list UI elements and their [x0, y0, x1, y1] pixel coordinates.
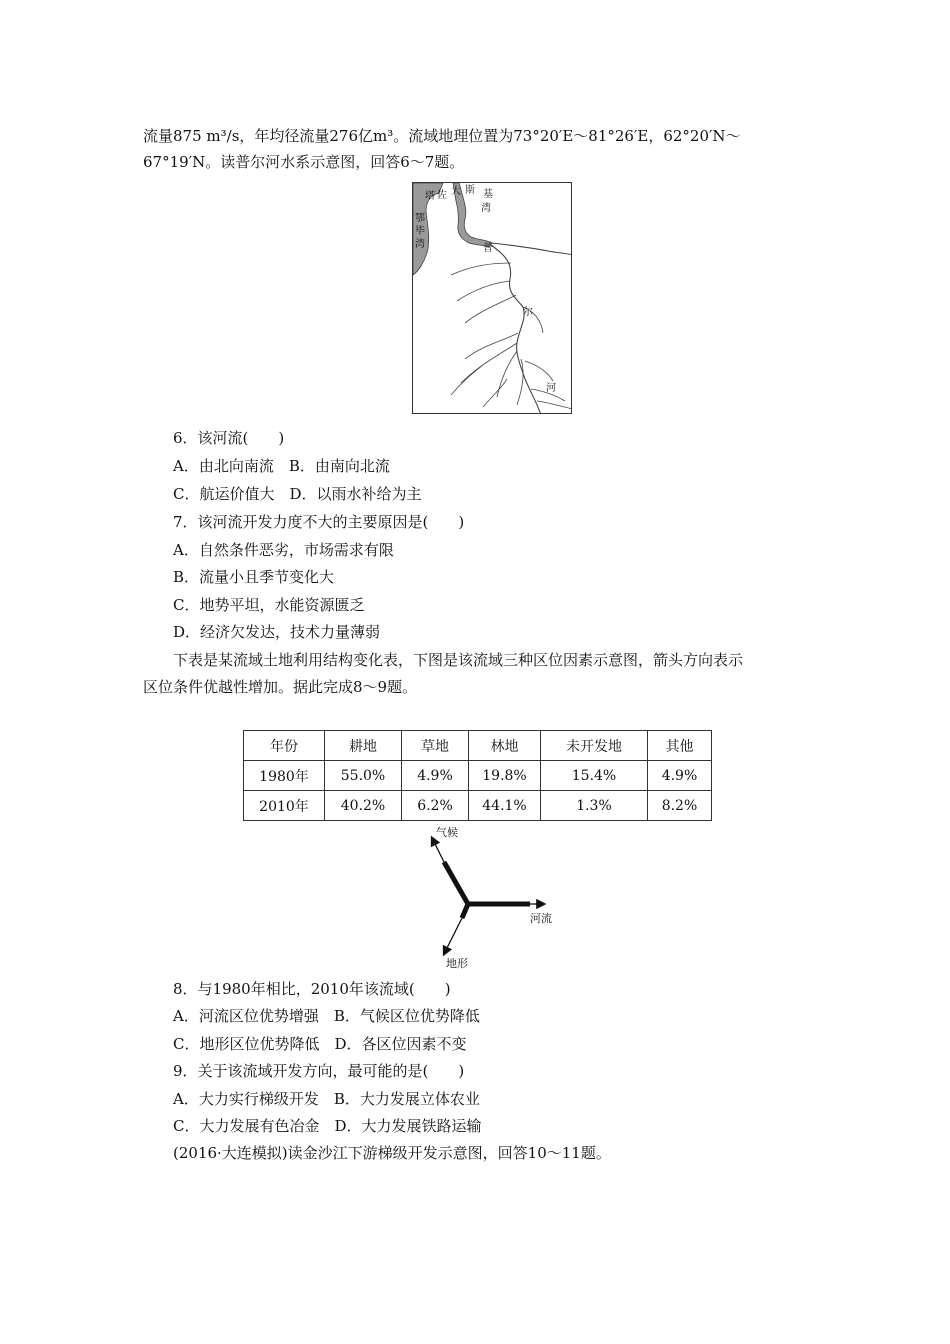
table-cell: 1980年: [244, 761, 325, 791]
table-cell: 1.3%: [541, 791, 648, 821]
map-label-er: 尔: [523, 307, 533, 318]
table-header: 林地: [469, 731, 541, 761]
map-label-zuo: 佐: [437, 190, 447, 201]
diagram-label-terrain: 地形: [446, 957, 468, 970]
map-label-he: 河: [546, 383, 556, 394]
table-row: [244, 761, 712, 791]
location-factor-diagram: [420, 826, 570, 972]
table-header-row: [244, 731, 712, 761]
table-cell: 19.8%: [469, 761, 541, 791]
table-cell: 8.2%: [648, 791, 712, 821]
table-header: 耕地: [325, 731, 402, 761]
table-cell: 15.4%: [541, 761, 648, 791]
diagram-label-climate: 气候: [436, 826, 458, 839]
map-label-si: 斯: [465, 185, 475, 196]
table-cell: 40.2%: [325, 791, 402, 821]
q6-stem: 6．该河流( ): [173, 429, 285, 447]
terrain-arrow: [444, 918, 462, 954]
map-label-ta: 塔: [425, 191, 435, 202]
q7-option-d: D．经济欠发达，技术力量薄弱: [173, 623, 381, 641]
outro-line: (2016·大连模拟)读金沙江下游梯级开发示意图，回答10～11题。: [173, 1144, 611, 1162]
map-label-bi: 毕: [415, 226, 425, 237]
table-header: 其他: [648, 731, 712, 761]
map-label-wan-taz: 湾: [481, 203, 491, 214]
table-cell: 44.1%: [469, 791, 541, 821]
q7-option-b: B．流量小且季节变化大: [173, 568, 335, 586]
q7-stem: 7．该河流开发力度不大的主要原因是( ): [173, 513, 465, 531]
table-cell: 55.0%: [325, 761, 402, 791]
passage-line-2: 区位条件优越性增加。据此完成8～9题。: [143, 678, 418, 696]
table-cell: 2010年: [244, 791, 325, 821]
passage-line-1: 下表是某流域土地利用结构变化表，下图是该流域三种区位因素示意图，箭头方向表示: [173, 651, 744, 669]
q7-option-a: A．自然条件恶劣，市场需求有限: [173, 541, 394, 559]
climate-thick-segment: [444, 862, 468, 904]
map-label-e: 鄂: [415, 213, 425, 224]
river-system-drawing: [413, 183, 572, 414]
pur-river-map: [412, 182, 572, 414]
q9-stem: 9．关于该流域开发方向，最可能的是( ): [173, 1062, 465, 1080]
map-label-wan-ob: 湾: [415, 239, 425, 250]
table-row: [244, 791, 712, 821]
terrain-thick-segment: [462, 904, 468, 918]
intro-line-2: 67°19′N。读普尔河水系示意图，回答6～7题。: [143, 153, 465, 171]
table-header: 草地: [402, 731, 469, 761]
q8-stem: 8．与1980年相比，2010年该流域( ): [173, 980, 451, 998]
land-use-table: [243, 730, 712, 821]
map-label-pu: 普: [483, 243, 493, 254]
diagram-label-river: 河流: [530, 912, 552, 925]
climate-arrow: [432, 838, 444, 862]
table-cell: 4.9%: [402, 761, 469, 791]
q6-options-cd: C．航运价值大 D．以雨水补给为主: [173, 485, 422, 503]
table-header: 年份: [244, 731, 325, 761]
q9-options-ab: A．大力实行梯级开发 B．大力发展立体农业: [173, 1090, 480, 1108]
table-cell: 6.2%: [402, 791, 469, 821]
q8-options-ab: A．河流区位优势增强 B．气候区位优势降低: [173, 1007, 480, 1025]
table-cell: 4.9%: [648, 761, 712, 791]
table-header: 未开发地: [541, 731, 648, 761]
q8-options-cd: C．地形区位优势降低 D．各区位因素不变: [173, 1035, 467, 1053]
q6-options-ab: A．由北向南流 B．由南向北流: [173, 457, 390, 475]
map-label-ji: 基: [483, 189, 493, 200]
q7-option-c: C．地势平坦，水能资源匮乏: [173, 596, 365, 614]
q9-options-cd: C．大力发展有色冶金 D．大力发展铁路运输: [173, 1117, 482, 1135]
map-label-da: 大: [451, 186, 461, 197]
intro-line-1: 流量875 m³/s，年均径流量276亿m³。流域地理位置为73°20′E～81°26′E，62°20′N～: [143, 127, 741, 145]
